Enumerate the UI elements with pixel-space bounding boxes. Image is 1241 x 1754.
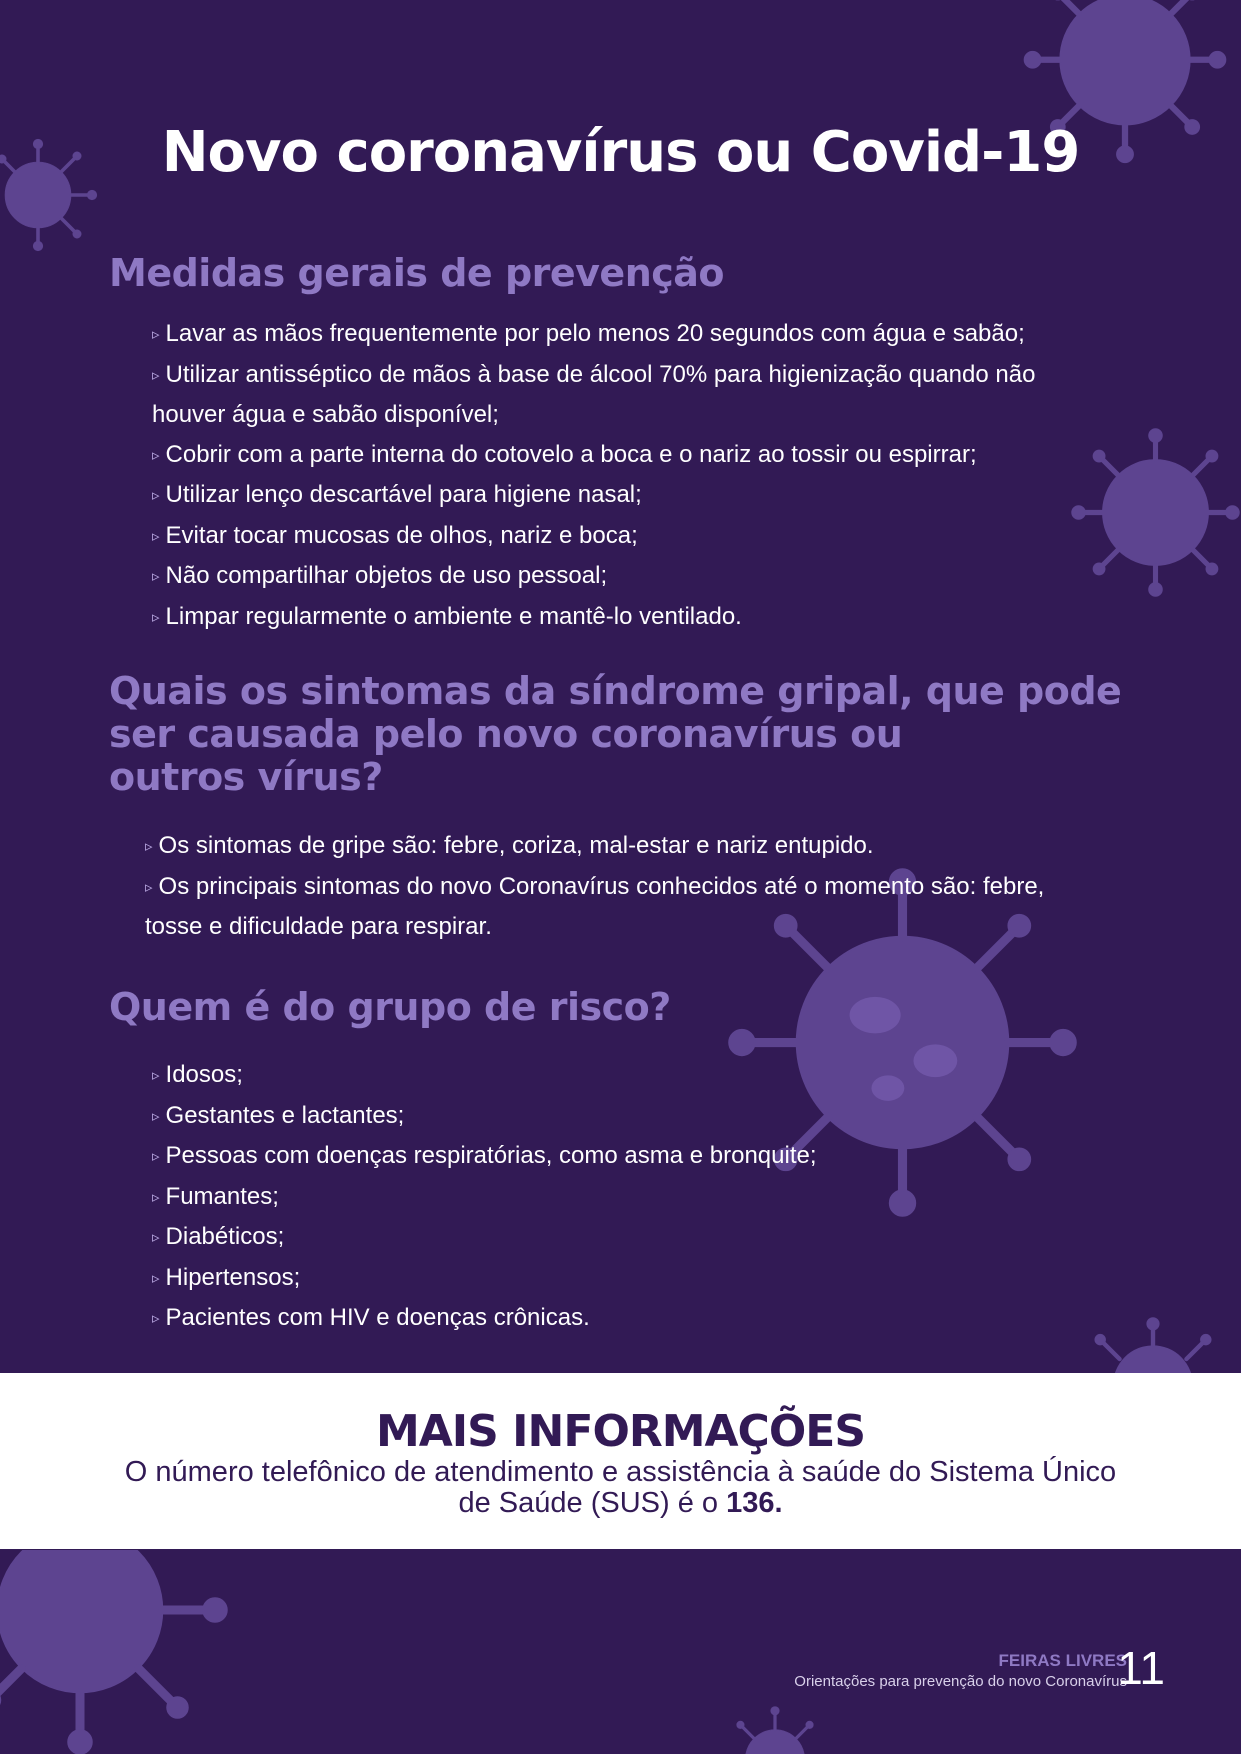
triangle-bullet-icon: ▹ [152,446,160,464]
triangle-bullet-icon: ▹ [145,878,153,896]
footer-subtitle: Orientações para prevenção do novo Coronavírus [794,1673,1127,1690]
prevention-list [152,314,1035,637]
list-item: ▹ Os sintomas de gripe são: febre, coriza, mal-estar e nariz entupido. [145,832,874,859]
triangle-bullet-icon: ▹ [152,326,160,343]
list-item: ▹ Utilizar lenço descartável para higiene nasal; [152,481,642,508]
triangle-bullet-icon: ▹ [152,1229,160,1246]
list-item-continuation: houver água e sabão disponível; [152,401,499,428]
virus-illustration-middle-right [1070,415,1241,610]
triangle-bullet-icon: ▹ [152,1188,160,1206]
page-title: Novo coronavírus ou Covid-19 [161,120,1080,185]
list-item: ▹ Gestantes e lactantes; [152,1101,405,1129]
triangle-bullet-icon: ▹ [152,1067,160,1084]
more-info-text: O número telefônico de atendimento e assistência à saúde do Sistema Único de Saúde (SUS) é o 136. [124,1456,1117,1519]
list-item: ▹ Cobrir com a parte interna do cotovelo a boca e o nariz ao tossir ou espirrar; [152,440,977,468]
list-item: ▹ Evitar tocar mucosas de olhos, nariz e boca; [152,521,638,549]
list-item: ▹ Lavar as mãos frequentemente por pelo menos 20 segundos com água e sabão; [152,320,1025,347]
triangle-bullet-icon: ▹ [145,838,153,855]
list-item: ▹ Limpar regularmente o ambiente e mantê-lo ventilado. [152,602,742,630]
phone-number: 136. [726,1487,783,1519]
triangle-bullet-icon: ▹ [152,1269,160,1287]
list-item: ▹ Não compartilhar objetos de uso pessoal; [152,562,608,589]
list-item: ▹ Pacientes com HIV e doenças crônicas. [152,1304,590,1331]
risk-group-list [152,1055,817,1339]
triangle-bullet-icon: ▹ [152,487,160,504]
section-heading-prevention: Medidas gerais de prevenção [109,251,725,295]
more-info-band [0,1373,1241,1549]
list-item: ▹ Fumantes; [152,1182,279,1210]
triangle-bullet-icon: ▹ [152,1107,160,1125]
virus-illustration-band-right [1065,1315,1241,1375]
triangle-bullet-icon: ▹ [152,1310,160,1327]
list-item: ▹ Utilizar antisséptico de mãos à base de álcool 70% para higienização quando não [152,360,1036,388]
list-item: ▹ Hipertensos; [152,1263,301,1291]
triangle-bullet-icon: ▹ [152,608,160,626]
list-item: ▹ Idosos; [152,1061,243,1088]
virus-illustration-bottom-center [720,1700,830,1754]
triangle-bullet-icon: ▹ [152,366,160,384]
section-heading-symptoms: Quais os sintomas da síndrome gripal, que pode ser causada pelo novo coronavírus ou outros vírus? [109,669,1122,799]
symptoms-list [145,826,1044,947]
more-info-title: MAIS INFORMAÇÕES [375,1406,866,1457]
page-number: 11 [1117,1642,1165,1694]
list-item: ▹ Diabéticos; [152,1223,285,1250]
triangle-bullet-icon: ▹ [152,527,160,545]
virus-illustration-bottom-left [0,1550,260,1754]
triangle-bullet-icon: ▹ [152,568,160,585]
triangle-bullet-icon: ▹ [152,1148,160,1165]
list-item-continuation: tosse e dificuldade para respirar. [145,913,492,940]
section-heading-risk-group: Quem é do grupo de risco? [109,985,671,1029]
list-item: ▹ Os principais sintomas do novo Coronavírus conhecidos até o momento são: febre, [145,872,1045,900]
footer-brand: FEIRAS LIVRES [998,1651,1127,1670]
list-item: ▹ Pessoas com doenças respiratórias, como asma e bronquite; [152,1142,817,1169]
